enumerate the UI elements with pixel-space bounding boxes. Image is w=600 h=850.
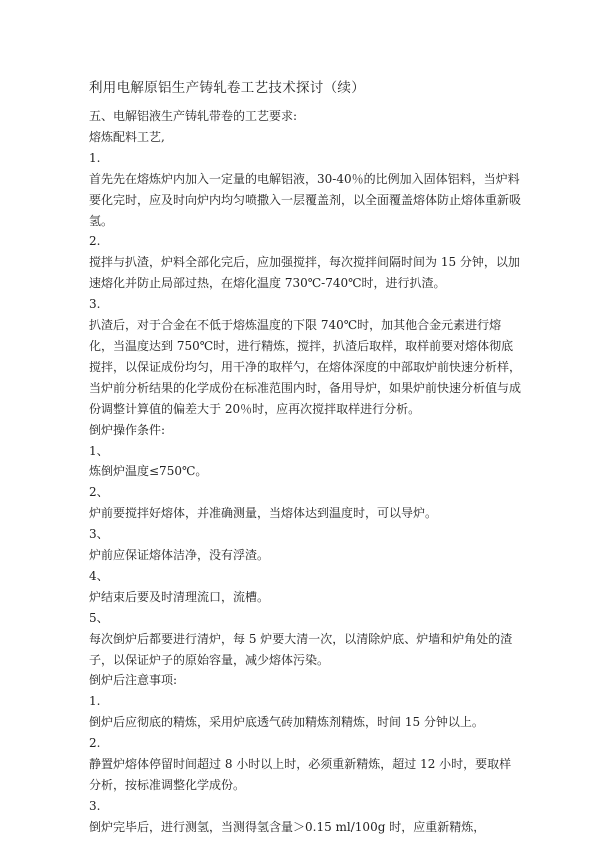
paragraph: 炉结束后要及时清理流口，流槽。 (89, 589, 270, 604)
list-number: 1. (89, 150, 101, 165)
subsection-heading: 倒炉后注意事项: (89, 673, 178, 688)
paragraph: 倒炉完毕后，进行测氢，当测得氢含量＞0.15 ml/100g 时，应重新精炼， (89, 819, 486, 834)
list-number: 3. (89, 798, 101, 813)
paragraph: 倒炉后应彻底的精炼，采用炉底透气砖加精炼剂精炼，时间 15 分钟以上。 (89, 715, 484, 730)
paragraph: 扒渣后，对于合金在不低于熔炼温度的下限 740℃时，加其他合金元素进行熔化，当温度达到 750℃时，进行精炼，搅拌，扒渣后取样，取样前要对熔体彻底搅拌，以保证成份均匀，用干净的取样勺，在熔体深度的中部取炉前快速分析样，当炉前分析结果的化学成份在标准范围内时，备用导炉，如果炉前快速分析值与成份调整计算值的偏差大于 20％时，应再次搅拌取样进行分析。 (89, 318, 522, 416)
paragraph: 静置炉熔体停留时间超过 8 小时以上时，必须重新精炼，超过 12 小时，要取样分析，按标准调整化学成份。 (89, 757, 512, 792)
list-number: 1. (89, 694, 101, 709)
document-body (89, 106, 521, 838)
list-number: 2. (89, 736, 101, 751)
paragraph: 搅拌与扒渣，炉料全部化完后，应加强搅拌，每次搅拌间隔时间为 15 分钟，以加速熔化并防止局部过热，在熔化温度 730℃-740℃时，进行扒渣。 (89, 255, 520, 291)
document-title: 利用电解原铝生产铸轧卷工艺技术探讨（续） (89, 80, 365, 96)
paragraph: 每次倒炉后都要进行清炉，每 5 炉要大清一次，以清除炉底、炉墙和炉角处的渣子，以保证炉子的原始容量，减少熔体污染。 (89, 631, 513, 667)
list-number: 1、 (89, 443, 109, 458)
list-number: 3、 (89, 527, 109, 542)
list-number: 5、 (89, 610, 109, 625)
paragraph: 首先先在熔炼炉内加入一定量的电解铝液，30-40％的比例加入固体铝料，当炉料要化完时，应及时向炉内均匀喷撒入一层覆盖剂，以全面覆盖熔体防止熔体重新吸氢。 (89, 171, 522, 228)
paragraph: 炼倒炉温度≤750℃。 (89, 464, 208, 479)
subsection-heading: 倒炉操作条件: (89, 422, 166, 437)
list-number: 3. (89, 297, 101, 312)
list-number: 2、 (89, 485, 109, 500)
paragraph: 炉前要搅拌好熔体，并准确测量，当熔体达到温度时，可以导炉。 (89, 506, 438, 521)
list-number: 2. (89, 234, 101, 249)
list-number: 4、 (89, 568, 109, 583)
section-heading: 五、电解铝液生产铸轧带卷的工艺要求: (89, 109, 298, 123)
paragraph: 炉前应保证熔体洁净，没有浮渣。 (89, 548, 270, 563)
subsection-heading: 熔炼配料工艺, (89, 129, 165, 144)
